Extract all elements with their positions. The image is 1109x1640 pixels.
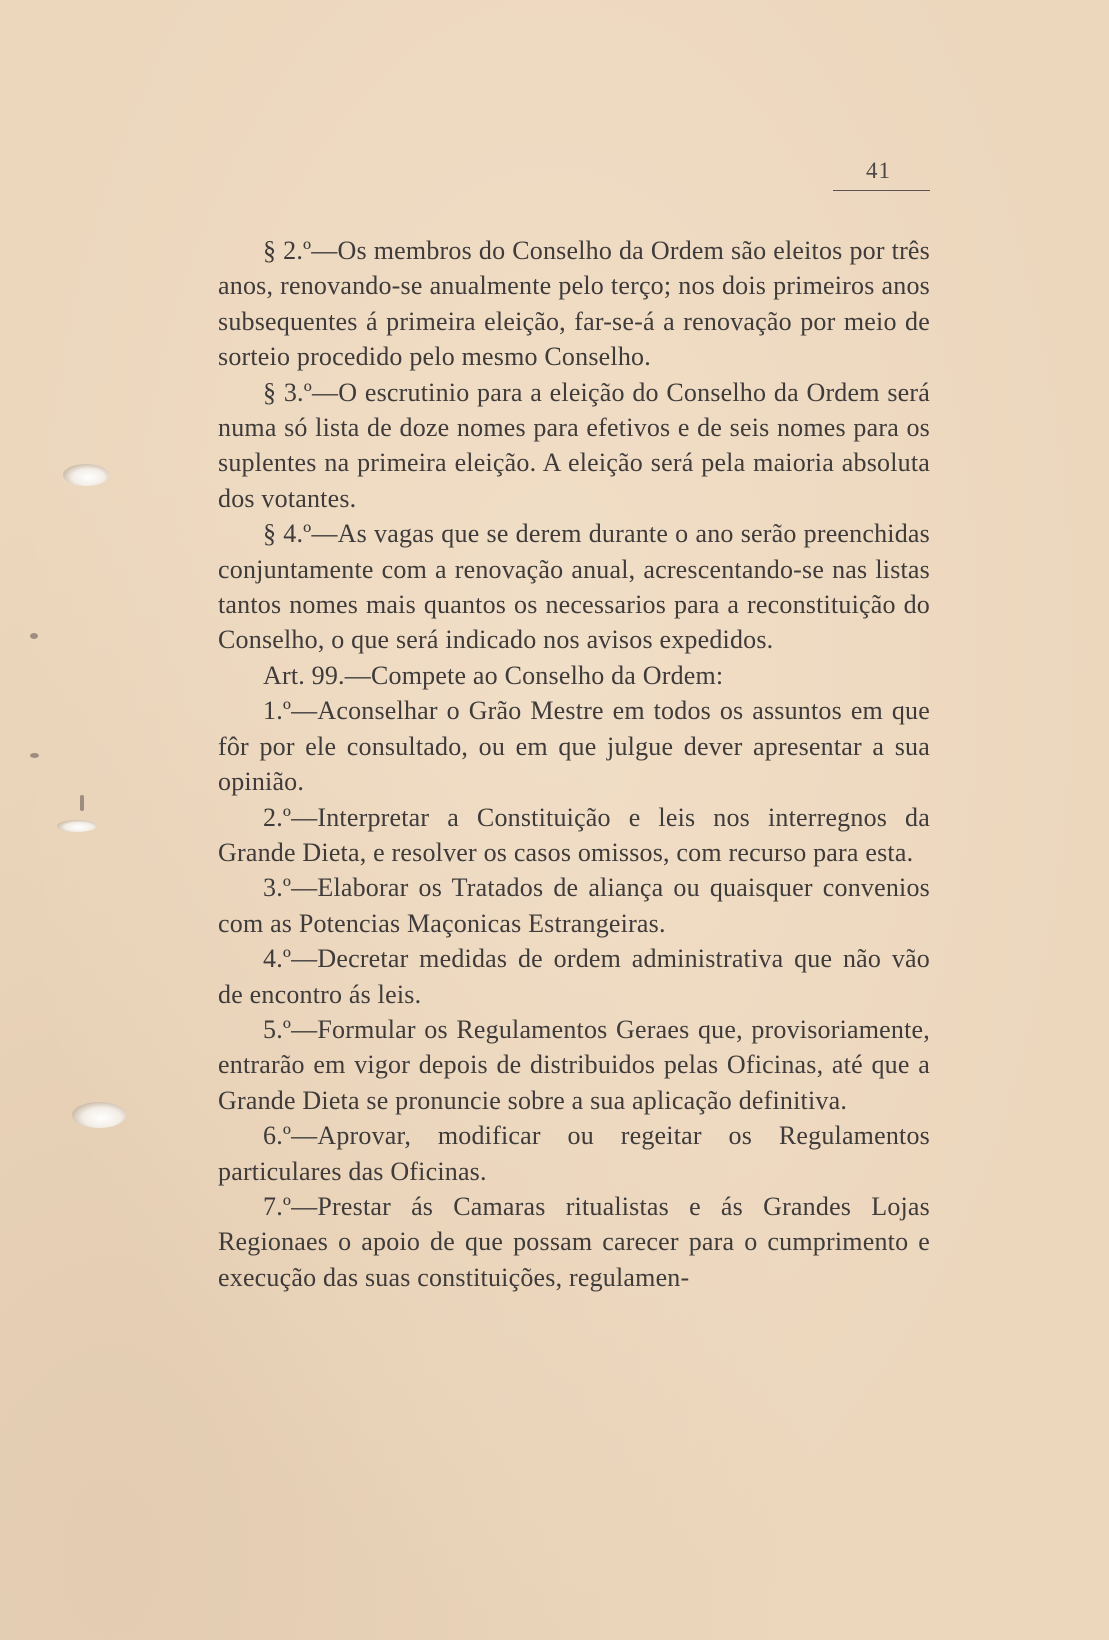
paragraph-item-2: 2.º—Interpretar a Constituição e leis nos interregnos da Grande Dieta, e resolver os casos omissos, com recurso para esta. [218,802,930,867]
paragraph-section-4: § 4.º—As vagas que se derem durante o ano serão preenchidas conjuntamente com a renovação anual, acrescentando-se nas listas tantos nomes mais quantos os necessarios para a reconstituição do Conselho, o que será indicado nos avisos expedidos. [218,519,930,655]
page-number: 41 [866,158,891,183]
paragraph-section-2: § 2.º—Os membros do Conselho da Ordem são eleitos por três anos, renovando-se anualmente pelo terço; nos dois primeiros anos subsequentes á primeira eleição, far-se-á a renovação por meio de sorteio procedido pelo mesmo Conselho. [218,236,930,372]
punch-hole [57,820,97,832]
page-number-rule [833,190,930,191]
punch-hole [72,1102,126,1128]
paragraph-item-6: 6.º—Aprovar, modificar ou regeitar os Regulamentos particulares das Oficinas. [218,1121,930,1186]
paragraph-item-4: 4.º—Decretar medidas de ordem administrativa que não vão de encontro ás leis. [218,944,930,1009]
paragraph-item-7: 7.º—Prestar ás Camaras ritualistas e ás Grandes Lojas Regionaes o apoio de que possam carecer para o cumprimento e execução das suas constituições, regulamen- [218,1191,930,1292]
paper-speck [80,795,84,811]
punch-hole [63,464,109,486]
body-text [218,233,930,1295]
paragraph-article-99: Art. 99.—Compete ao Conselho da Ordem: [263,660,724,690]
paper-speck [30,633,38,639]
paragraph-item-3: 3.º—Elaborar os Tratados de aliança ou quaisquer convenios com as Potencias Maçonicas Estrangeiras. [218,873,930,938]
paper-speck [30,753,39,758]
paragraph-section-3: § 3.º—O escrutinio para a eleição do Conselho da Ordem será numa só lista de doze nomes para efetivos e de seis nomes para os suplentes na primeira eleição. A eleição será pela maioria absoluta dos votantes. [218,377,930,513]
paragraph-item-1: 1.º—Aconselhar o Grão Mestre em todos os assuntos em que fôr por ele consultado, ou em que julgue dever apresentar a sua opinião. [218,696,930,797]
paragraph-item-5: 5.º—Formular os Regulamentos Geraes que, provisoriamente, entrarão em vigor depois de distribuidos pelas Oficinas, até que a Grande Dieta se pronuncie sobre a sua aplicação definitiva. [218,1014,930,1115]
